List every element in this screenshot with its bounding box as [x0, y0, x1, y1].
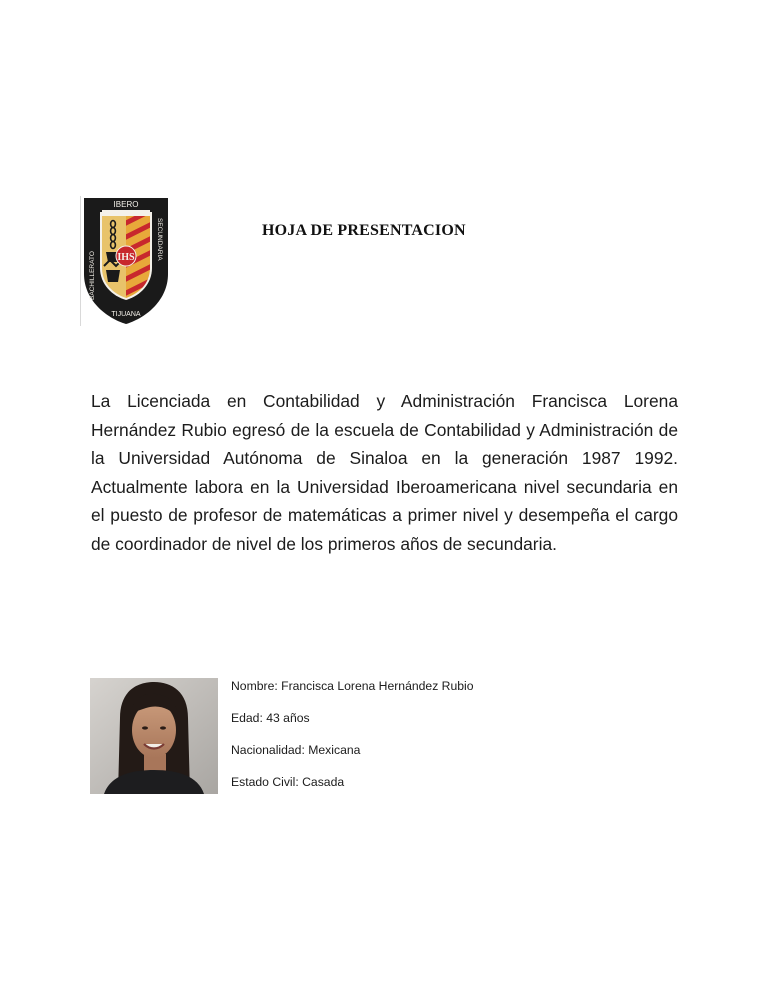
name-field: Nombre: Francisca Lorena Hernández Rubio — [231, 679, 474, 693]
crest-top-text: IBERO — [113, 200, 139, 209]
profile-photo — [90, 678, 218, 794]
crest-center-text: IHS — [117, 252, 135, 263]
document-title: HOJA DE PRESENTACION — [262, 222, 466, 239]
civil-status-field: Estado Civil: Casada — [231, 775, 345, 789]
biography-paragraph: La Licenciada en Contabilidad y Administración Francisca Lorena Hernández Rubio egresó de la escuela de Contabilidad y Administración de la Universidad Autónoma de Sinaloa en la generación 1987 1992. Actualmente labora en la Universidad Iberoamericana nivel secundaria en el puesto de profesor de matemáticas a primer nivel y desempeña el cargo de coordinador de nivel de los primeros años de secundaria. — [91, 391, 678, 554]
nationality-field: Nacionalidad: Mexicana — [231, 743, 361, 757]
school-crest-logo — [80, 196, 172, 326]
age-field: Edad: 43 años — [231, 711, 310, 725]
crest-right-text: SECUNDARIA — [156, 218, 163, 261]
crest-bottom-text: TIJUANA — [111, 311, 141, 318]
crest-left-text: BACHILLERATO — [89, 251, 96, 300]
